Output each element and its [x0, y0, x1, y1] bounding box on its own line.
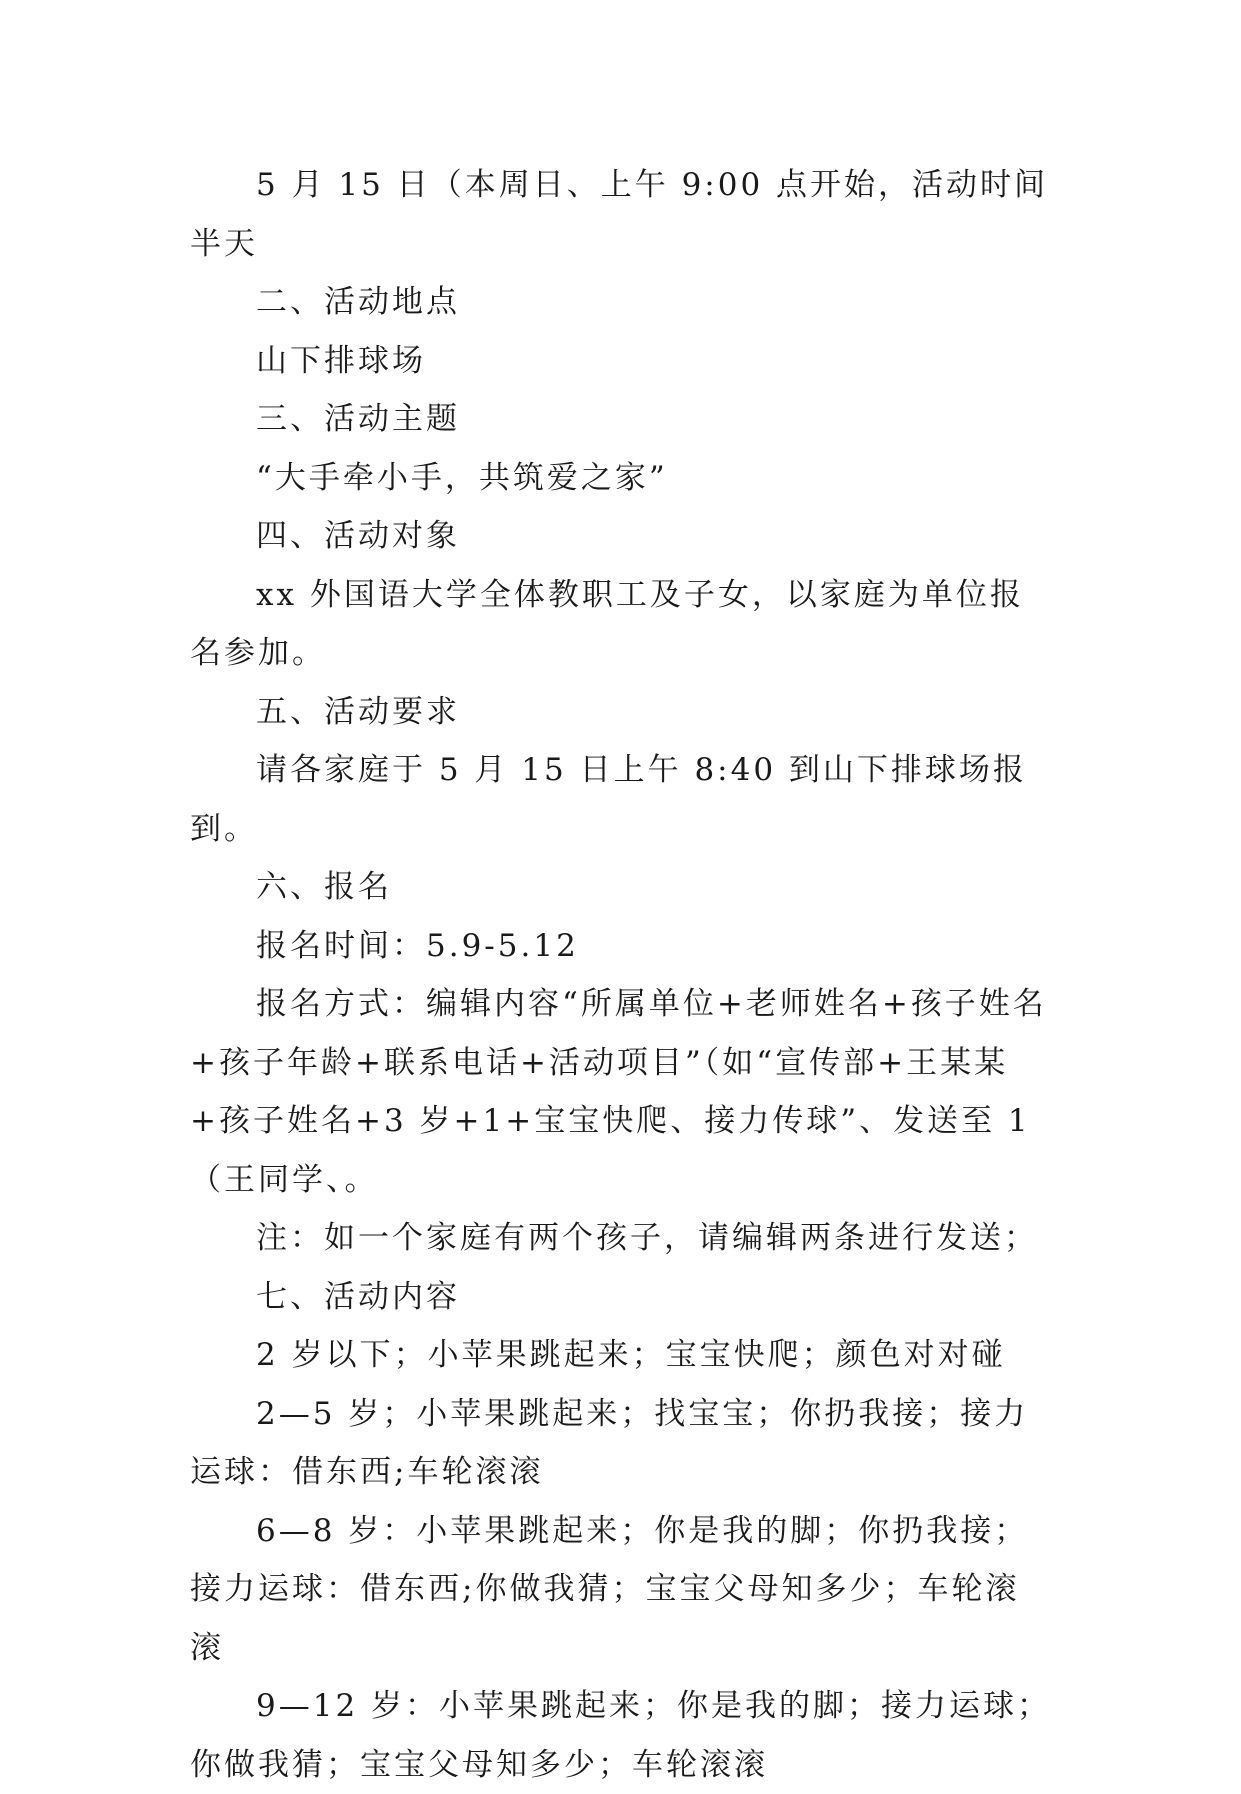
- registration-time-text: 报名时间：5.9-5.12: [256, 927, 579, 964]
- content-6-8-text: 6—8 岁：小苹果跳起来；你是我的脚；你扔我接；接力运球：借东西;你做我猜；宝宝父母知多少；车轮滚滚: [190, 1512, 1029, 1666]
- section-heading-content: 七、活动内容: [256, 1278, 460, 1315]
- section-heading-audience: 四、活动对象: [256, 518, 460, 554]
- location-text: 山下排球场: [256, 342, 426, 379]
- content-2-5-text: 2—5 岁；小苹果跳起来；找宝宝；你扔我接；接力运球：借东西;车轮滚滚: [190, 1395, 1029, 1490]
- audience-text: xx 外国语大学全体教职工及子女，以家庭为单位报名参加。: [190, 576, 1024, 671]
- content-under-2-text: 2 岁以下；小苹果跳起来；宝宝快爬；颜色对对碰: [256, 1337, 1006, 1373]
- section-heading-theme: 三、活动主题: [256, 401, 460, 437]
- section-heading-location: 二、活动地点: [256, 284, 460, 320]
- registration-method-text: 报名方式：编辑内容“所属单位+老师姓名+孩子姓名+孩子年龄+联系电话+活动项目”（如“宣传部+王某某+孩子姓名+3 岁+1+宝宝快爬、接力传球”、发送至 1（王同学、。: [190, 986, 1047, 1198]
- activity-time-text: 5 月 15 日（本周日、上午 9:00 点开始，活动时间半天: [190, 167, 1049, 262]
- content-9-12-text: 9—12 岁：小苹果跳起来；你是我的脚；接力运球；你做我猜；宝宝父母知多少；车轮滚滚: [190, 1688, 1052, 1783]
- document-body: [190, 156, 1052, 1794]
- registration-note-text: 注：如一个家庭有两个孩子，请编辑两条进行发送；: [256, 1220, 1038, 1256]
- requirements-text: 请各家庭于 5 月 15 日上午 8:40 到山下排球场报到。: [190, 752, 1027, 847]
- section-heading-requirements: 五、活动要求: [256, 693, 460, 730]
- section-heading-registration: 六、报名: [256, 869, 392, 905]
- theme-text: “大手牵小手，共筑爱之家”: [256, 459, 668, 496]
